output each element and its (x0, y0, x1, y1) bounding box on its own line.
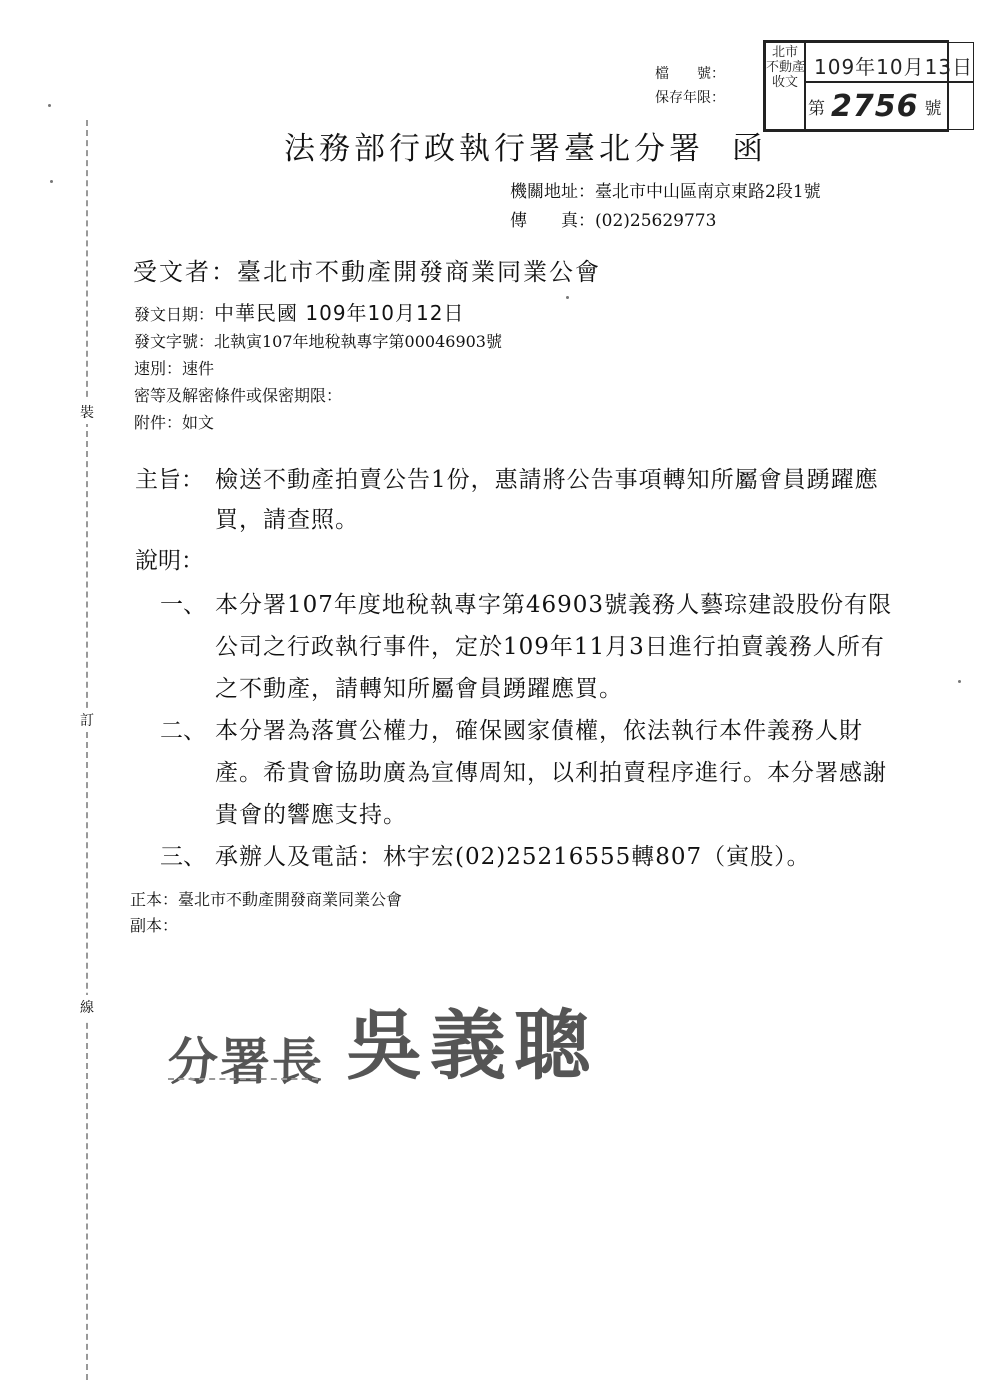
item-number: 一、 (160, 592, 206, 618)
binding-mark-line: 線 (80, 995, 94, 1019)
item-text: 本分署107年度地稅執專字第46903號義務人藝琮建設股份有限公司之行政執行事件，定於109年11月3日進行拍賣義務人所有之不動產，請轉知所屬會員踴躍應買。 (215, 592, 893, 702)
item-text: 承辦人及電話：林宇宏(02)25216555轉807（寅股）。 (215, 844, 811, 870)
subject (135, 460, 895, 540)
file-info (655, 62, 725, 110)
document-meta (134, 300, 502, 436)
carbon-copy: 副本： (130, 916, 179, 935)
stamp-number-row (805, 82, 974, 130)
scan-speck (958, 680, 961, 683)
stamp-org-line3: 收文 (771, 74, 798, 90)
attachment: 附件：如文 (134, 413, 215, 432)
explanation-item (160, 836, 895, 878)
agency-fax: 傳 真：(02)25629773 (510, 211, 717, 231)
signature-underline (168, 1078, 318, 1080)
recipient: 受文者：臺北市不動產開發商業同業公會 (133, 258, 601, 286)
agency-info (510, 178, 821, 236)
issue-date-row (134, 300, 502, 328)
issue-date-label: 發文日期： (134, 305, 215, 324)
receipt-stamp (763, 40, 974, 132)
file-number-label: 檔 號： (655, 66, 725, 82)
agency-name: 法務部行政執行署臺北分署 (284, 131, 704, 167)
issue-date-value: 中華民國 109年10月12日 (214, 301, 465, 325)
explanation-item (160, 584, 895, 710)
binding-mark-staple: 訂 (80, 708, 94, 732)
document-number: 發文字號：北執寅107年地稅執專字第00046903號 (134, 332, 502, 351)
stamp-number-suffix: 號 (924, 98, 942, 119)
stamp-org-line1: 北市 (771, 45, 798, 60)
subject-text: 檢送不動產拍賣公告1份，惠請將公告事項轉知所屬會員踴躍應買，請查照。 (215, 467, 879, 533)
binding-line (86, 120, 88, 1380)
secrecy-level: 密等及解密條件或保密期限： (134, 386, 343, 405)
signer-title: 分署長 (168, 1033, 324, 1091)
agency-address: 機關地址：臺北市中山區南京東路2段1號 (510, 182, 821, 202)
item-number: 二、 (160, 718, 206, 744)
explanation-list (160, 584, 895, 878)
stamp-number-prefix: 第 (808, 98, 825, 119)
stamp-org (765, 42, 805, 130)
document-title (284, 123, 767, 168)
stamp-number: 2756 (831, 88, 919, 124)
scan-speck (50, 180, 53, 183)
scan-speck (48, 104, 51, 107)
item-text: 本分署為落實公權力，確保國家債權，依法執行本件義務人財產。希貴會協助廣為宣傳周知，以利拍賣程序進行。本分署感謝貴會的響應支持。 (215, 718, 887, 828)
signer-name: 吳義聰 (346, 1001, 598, 1090)
explanation-label: 說明： (135, 548, 204, 574)
original-copy: 正本：臺北市不動產開發商業同業公會 (130, 890, 403, 909)
distribution (130, 887, 402, 939)
scan-speck (566, 296, 569, 299)
binding-mark-bind: 裝 (80, 400, 94, 424)
retention-period-label: 保存年限： (655, 90, 725, 106)
document-type: 函 (732, 131, 767, 167)
subject-label: 主旨： (135, 467, 204, 493)
explanation-item (160, 710, 895, 836)
item-number: 三、 (160, 844, 206, 870)
stamp-date: 109年10月13日 (805, 42, 974, 82)
delivery-speed: 速別：速件 (134, 359, 215, 378)
stamp-org-line2: 不動產 (766, 59, 806, 75)
